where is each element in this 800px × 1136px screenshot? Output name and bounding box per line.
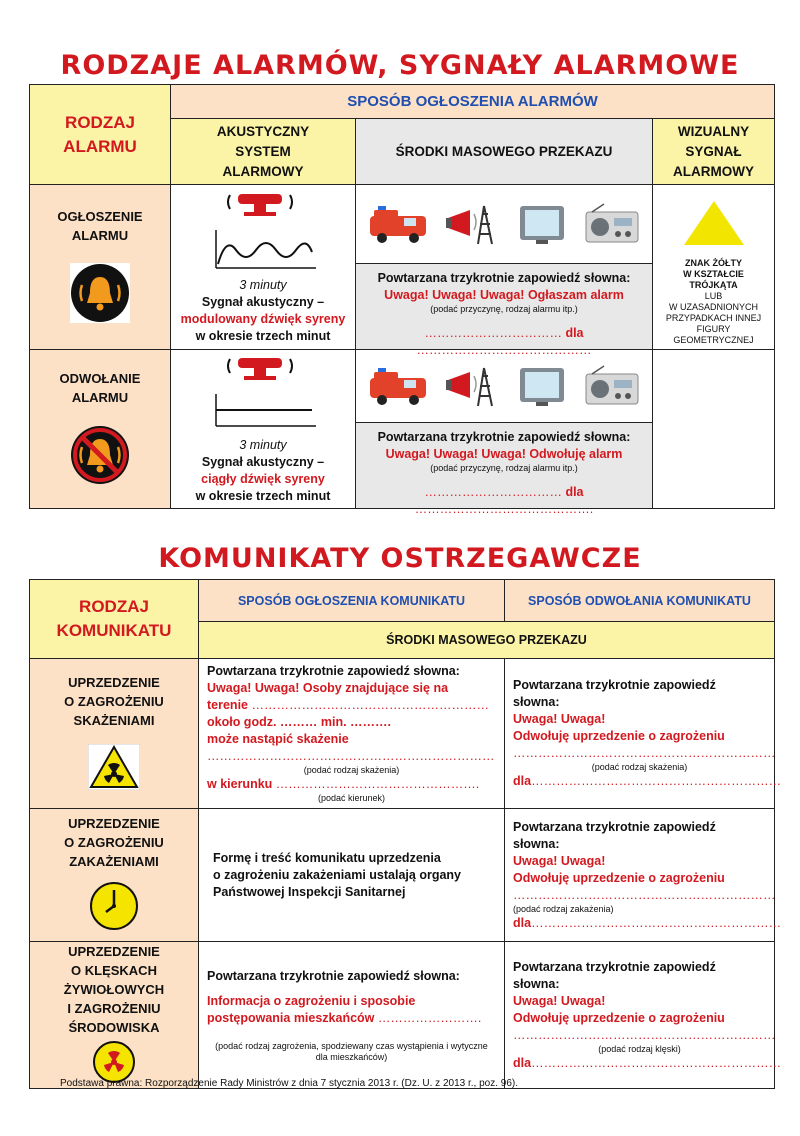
- media-icons: [356, 185, 652, 263]
- crossed-bell-icon: [70, 425, 130, 485]
- disaster-cancel: Powtarzana trzykrotnie zapowiedź słowna: Uwaga! Uwaga! Odwołuję uprzedzenie o zagrożeniu ……………………………………………………… (podać rodzaj klęski) dla……………………………………………………: [505, 942, 775, 1089]
- media-announce-cell: Powtarzana trzykrotnie zapowiedź słowna: Uwaga! Uwaga! Uwaga! Ogłaszam alarm (podać przyczynę, rodzaj alarmu itp.) …………………………… dla ……………………………………: [356, 185, 653, 350]
- alarm-types-table: [29, 84, 775, 516]
- warning-messages-table: [29, 579, 782, 1089]
- warnings-section-title: KOMUNIKATY OSTRZEGAWCZE: [158, 543, 642, 574]
- alarm-section-title: RODZAJE ALARMÓW, SYGNAŁY ALARMOWE: [60, 50, 740, 81]
- siren-icon: [208, 354, 318, 430]
- cancel-method-header: SPOSÓB ODWOŁANIA KOMUNIKATU: [505, 580, 775, 622]
- television-icon: [518, 364, 570, 408]
- message-type-header: RODZAJ KOMUNIKATU: [30, 580, 199, 659]
- acoustic-system-header: AKUSTYCZNY SYSTEM ALARMOWY: [171, 119, 356, 185]
- mass-media-header: ŚRODKI MASOWEGO PRZEKAZU: [199, 622, 775, 659]
- contamination-cancel: Powtarzana trzykrotnie zapowiedź słowna: Uwaga! Uwaga! Odwołuję uprzedzenie o zagrożeniu ……………………………………………………… (podać rodzaj skażenia) dla……………………………………………………: [505, 659, 775, 809]
- mass-media-header: ŚRODKI MASOWEGO PRZEKAZU: [356, 119, 653, 185]
- alarm-cancel-type: ODWOŁANIE ALARMU: [30, 350, 171, 509]
- contamination-announce: Powtarzana trzykrotnie zapowiedź słowna: Uwaga! Uwaga! Osoby znajdujące się na terenie ………………………………………………… około godz. ……… min. ………. może nastąpić skażenie …………………………………………………………… (podać rodzaj skażenia) w kierunku …………………………………………. (podać kierunek): [199, 659, 505, 809]
- megaphone-tower-icon: [444, 202, 506, 246]
- megaphone-tower-icon: [444, 364, 506, 408]
- visual-sign-cell: ZNAK ŻÓŁTY W KSZTAŁCIE TRÓJKĄTA LUB W UZASADNIONYCH PRZYPADKACH INNEJ FIGURY GEOMETRYCZNEJ: [653, 185, 775, 350]
- acoustic-modulated-cell: 3 minuty Sygnał akustyczny – modulowany dźwięk syreny w okresie trzech minut: [171, 185, 356, 350]
- radio-icon: [582, 364, 642, 408]
- disaster-announce: Powtarzana trzykrotnie zapowiedź słowna: Informacja o zagrożeniu i sposobie postępowania mieszkańców ……………………. (podać rodzaj zagrożenia, spodziewany czas wystąpienia i wytyczne dla mieszkańców): [199, 942, 505, 1089]
- infection-cancel: Powtarzana trzykrotnie zapowiedź słowna: Uwaga! Uwaga! Odwołuję uprzedzenie o zagrożeniu ……………………………………………………… (podać rodzaj zakażenia) dla……………………………………………………: [505, 809, 775, 942]
- yellow-triangle-icon: [682, 199, 746, 247]
- infection-type: UPRZEDZENIE O ZAGROŻENIU ZAKAŻENIAMI: [30, 809, 199, 942]
- announce-method-header: SPOSÓB OGŁOSZENIA KOMUNIKATU: [199, 580, 505, 622]
- infection-announce: Formę i treść komunikatu uprzedzenia o zagrożeniu zakażeniami ustalają organy Państwowej Inspekcji Sanitarnej: [199, 809, 505, 942]
- hazard-symbol-icon: [90, 1041, 138, 1083]
- alarm-announce-type: OGŁOSZENIE ALARMU: [30, 185, 171, 350]
- legal-basis-footer: Podstawa prawna: Rozporządzenie Rady Ministrów z dnia 7 stycznia 2013 r. (Dz. U. z 2013 r., poz. 96).: [60, 1078, 518, 1089]
- media-icons: [356, 350, 652, 422]
- fire-truck-icon: [366, 202, 432, 246]
- visual-signal-header: WIZUALNY SYGNAŁ ALARMOWY: [653, 119, 775, 185]
- visual-empty-cell: [653, 350, 775, 509]
- television-icon: [518, 202, 570, 246]
- fire-truck-icon: [366, 364, 432, 408]
- siren-icon: [208, 190, 318, 270]
- media-cancel-cell: Powtarzana trzykrotnie zapowiedź słowna: Uwaga! Uwaga! Uwaga! Odwołuję alarm (podać przyczynę, rodzaj alarmu itp.) …………………………… dla …………………………………….: [356, 350, 653, 509]
- clock-icon: [89, 881, 139, 931]
- alarm-method-header: SPOSÓB OGŁOSZENIA ALARMÓW: [171, 85, 775, 119]
- radiation-warning-icon: [88, 744, 140, 790]
- bell-icon: [70, 263, 130, 323]
- disaster-type: UPRZEDZENIE O KLĘSKACH ŻYWIOŁOWYCH I ZAGROŻENIU ŚRODOWISKA: [30, 942, 199, 1089]
- acoustic-continuous-cell: 3 minuty Sygnał akustyczny – ciągły dźwięk syreny w okresie trzech minut: [171, 350, 356, 509]
- radio-icon: [582, 202, 642, 246]
- contamination-type: UPRZEDZENIE O ZAGROŻENIU SKAŻENIAMI: [30, 659, 199, 809]
- alarm-type-header: RODZAJ ALARMU: [30, 85, 171, 185]
